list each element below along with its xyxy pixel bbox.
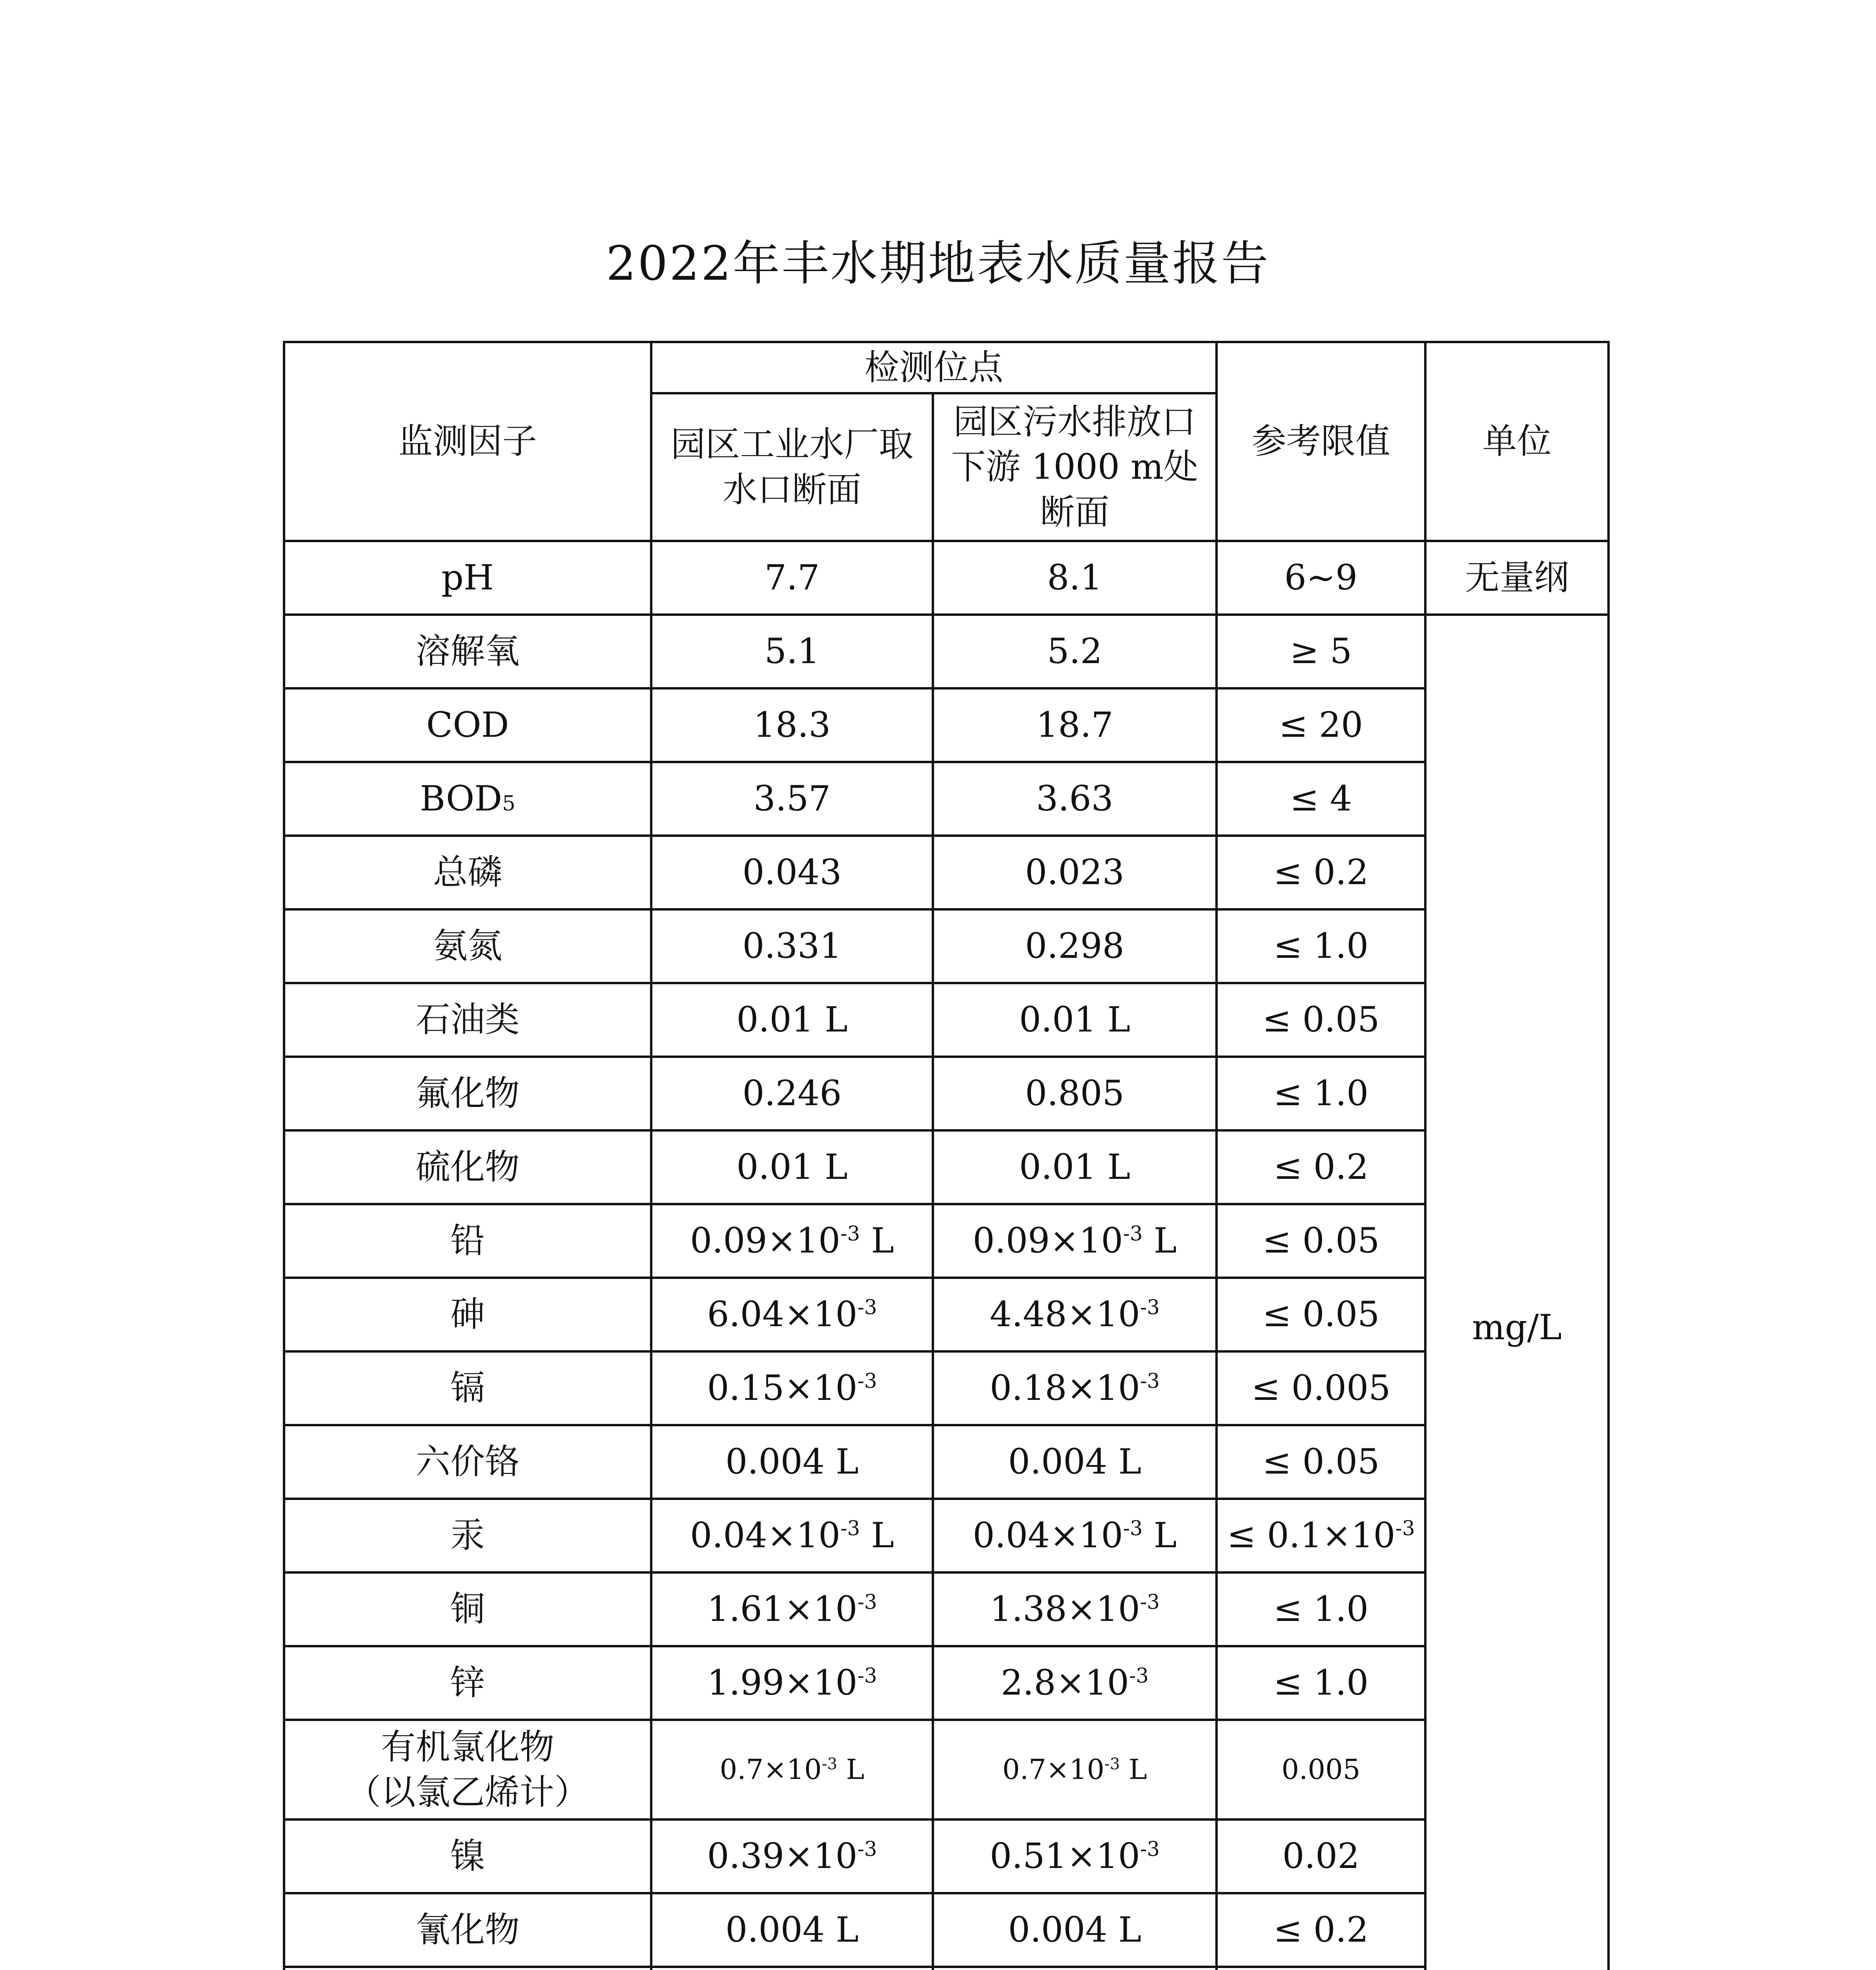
exponent: -3 [1395,1517,1415,1541]
site2-value: 0.01 L [933,983,1217,1057]
mantissa: 0.7×10 [719,1753,822,1786]
factor-cell: pH [284,541,651,615]
limit-value: ≤ 1.0 [1217,1572,1425,1646]
factor-subscript: 5 [502,792,516,816]
below-limit-flag: L [1142,1220,1177,1261]
factor-cell: 氟化物 [284,1057,651,1130]
limit-value: 0.005 [1217,1720,1425,1819]
exponent: -3 [1104,1754,1120,1773]
exponent: -3 [840,1222,860,1246]
factor-cell: 铜 [284,1572,651,1646]
site2-value [933,1720,1217,1819]
table-row [284,1646,1609,1720]
site1-value [651,1204,933,1278]
limit-value: ≤ 0.2 [1217,1893,1425,1967]
site2-value: 0.01 L [933,1130,1217,1204]
site1-value: 0.246 [651,1057,933,1130]
header-unit: 单位 [1425,342,1609,541]
site2-value: 3.63 [933,762,1217,836]
factor-cell [284,1967,651,1970]
mantissa: 0.18×10 [990,1368,1140,1409]
limit-value: ≤ 1.0 [1217,1057,1425,1130]
site2-value: 0.298 [933,909,1217,983]
table-row [284,1967,1609,1970]
site2-value: 18.7 [933,688,1217,762]
limit-value [1217,1967,1425,1970]
table-row [284,688,1609,762]
mantissa: 0.09×10 [973,1220,1123,1261]
header-factor: 监测因子 [284,342,651,541]
factor-line-2: （以氯乙烯计） [346,1771,589,1812]
site1-value [651,1499,933,1572]
exponent: -3 [1140,1370,1160,1393]
factor-cell: 溶解氧 [284,615,651,688]
limit-value: ≤ 0.05 [1217,1425,1425,1499]
site2-value [933,1351,1217,1425]
exponent: -3 [821,1754,838,1773]
below-limit-flag: L [860,1515,894,1556]
table-row [284,1572,1609,1646]
site1-value [651,1572,933,1646]
site2-value: 0.004 L [933,1893,1217,1967]
mantissa: 6.04×10 [707,1294,858,1335]
limit-value: ≥ 5 [1217,615,1425,688]
limit-value: ≤ 0.05 [1217,1278,1425,1351]
site1-value [651,1720,933,1819]
factor-cell: 镍 [284,1819,651,1893]
exponent: -3 [857,1838,877,1861]
table-row [284,1893,1609,1967]
mantissa: 0.51×10 [990,1836,1140,1877]
unit-cell-merged: mg/L [1425,615,1609,1970]
table-row [284,762,1609,836]
factor-cell: 总磷 [284,836,651,909]
limit-value: 0.02 [1217,1819,1425,1893]
header-site1: 园区工业水厂取水口断面 [651,393,933,541]
exponent: -3 [1140,1296,1160,1320]
unit-cell: 无量纲 [1425,541,1609,615]
header-limit: 参考限值 [1217,342,1425,541]
site1-value [651,1967,933,1970]
site2-value: 5.2 [933,615,1217,688]
exponent: -3 [1140,1838,1160,1861]
factor-cell: 汞 [284,1499,651,1572]
limit-value: ≤ 20 [1217,688,1425,762]
table-row [284,983,1609,1057]
limit-value [1217,1499,1425,1572]
table-row [284,836,1609,909]
table-row [284,1130,1609,1204]
exponent: -3 [1129,1664,1149,1688]
mantissa: 0.09×10 [690,1220,841,1261]
header-site2: 园区污水排放口下游 1000 m处断面 [933,393,1217,541]
site2-value: 8.1 [933,541,1217,615]
header-row-1 [284,342,1609,393]
factor-cell: 氨氮 [284,909,651,983]
mantissa: 1.38×10 [990,1589,1140,1630]
exponent: -3 [857,1664,877,1688]
factor-text: BOD [420,778,502,819]
site2-value: 0.004 L [933,1425,1217,1499]
limit-value: ≤ 1.0 [1217,1646,1425,1720]
table-row [284,1720,1609,1819]
mantissa: 4.48×10 [990,1294,1140,1335]
factor-cell: 铅 [284,1204,651,1278]
table-row [284,615,1609,688]
factor-cell: 六价铬 [284,1425,651,1499]
site2-value [933,1204,1217,1278]
mantissa: 0.04×10 [973,1515,1123,1556]
site1-value: 0.331 [651,909,933,983]
table-row [284,1278,1609,1351]
factor-cell: 氰化物 [284,1893,651,1967]
exponent: -3 [1140,1591,1160,1614]
water-quality-table [283,341,1610,1970]
limit-value: ≤ 4 [1217,762,1425,836]
factor-cell: 锌 [284,1646,651,1720]
site1-value [651,1351,933,1425]
header-site-group: 检测位点 [651,342,1217,393]
factor-cell [284,762,651,836]
mantissa: 0.7×10 [1002,1753,1105,1786]
table-row [284,1204,1609,1278]
mantissa: 2.8×10 [1001,1662,1129,1703]
site1-value [651,1646,933,1720]
mantissa: 1.61×10 [707,1589,858,1630]
factor-cell [284,1720,651,1819]
table-row [284,1351,1609,1425]
site1-value: 0.01 L [651,983,933,1057]
site1-value: 7.7 [651,541,933,615]
mantissa: ≤ 0.1×10 [1227,1515,1395,1556]
page-title: 2022年丰水期地表水质量报告 [606,236,1270,291]
table-row [284,541,1609,615]
limit-value: ≤ 1.0 [1217,909,1425,983]
site1-value: 3.57 [651,762,933,836]
exponent: -3 [1123,1222,1143,1246]
table-row [284,909,1609,983]
exponent: -3 [1123,1517,1143,1541]
site2-value [933,1967,1217,1970]
below-limit-flag: L [1120,1753,1147,1786]
table-row [284,1499,1609,1572]
exponent: -3 [857,1296,877,1320]
site1-value: 18.3 [651,688,933,762]
site2-value [933,1572,1217,1646]
factor-cell: 镉 [284,1351,651,1425]
site1-value: 0.01 L [651,1130,933,1204]
limit-value: 6~9 [1217,541,1425,615]
table-row [284,1425,1609,1499]
below-limit-flag: L [837,1753,865,1786]
factor-cell: 石油类 [284,983,651,1057]
limit-value: ≤ 0.05 [1217,983,1425,1057]
exponent: -3 [857,1591,877,1614]
mantissa: 0.39×10 [707,1836,858,1877]
mantissa: 0.15×10 [707,1368,858,1409]
below-limit-flag: L [1142,1515,1177,1556]
site1-value: 0.004 L [651,1425,933,1499]
site1-value: 0.043 [651,836,933,909]
site2-value [933,1278,1217,1351]
factor-cell: 砷 [284,1278,651,1351]
below-limit-flag: L [860,1220,894,1261]
table-row [284,1819,1609,1893]
exponent: -3 [840,1517,860,1541]
site2-value [933,1819,1217,1893]
site2-value: 0.805 [933,1057,1217,1130]
site1-value [651,1278,933,1351]
table-row [284,1057,1609,1130]
limit-value: ≤ 0.005 [1217,1351,1425,1425]
mantissa: 0.04×10 [690,1515,841,1556]
limit-value: ≤ 0.2 [1217,1130,1425,1204]
factor-cell: 硫化物 [284,1130,651,1204]
limit-value: ≤ 0.2 [1217,836,1425,909]
factor-line-1: 有机氯化物 [381,1727,554,1767]
site2-value [933,1646,1217,1720]
site1-value: 0.004 L [651,1893,933,1967]
site1-value [651,1819,933,1893]
site2-value [933,1499,1217,1572]
site1-value: 5.1 [651,615,933,688]
exponent: -3 [857,1370,877,1393]
factor-cell: COD [284,688,651,762]
site2-value: 0.023 [933,836,1217,909]
limit-value: ≤ 0.05 [1217,1204,1425,1278]
mantissa: 1.99×10 [707,1662,858,1703]
